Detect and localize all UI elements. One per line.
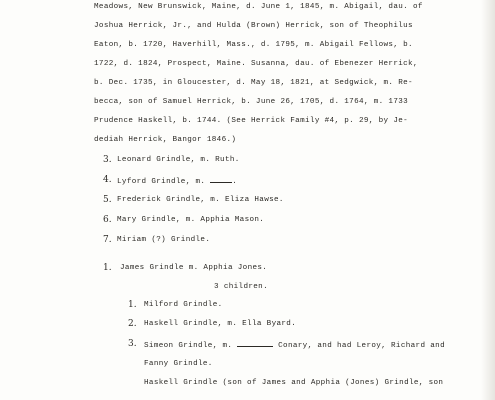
list-item-text: Milford Grindle. xyxy=(144,301,223,309)
continuation-line: Fanny Grindle. xyxy=(144,360,213,368)
list-item-text: Simeon Grindle, m. Conary, and had Leroy, Richard and xyxy=(144,342,445,350)
list-number: 7. xyxy=(103,235,112,245)
paragraph-line: 1722, d. 1824, Prospect, Maine. Susanna, dau. of Ebenezer Herrick, xyxy=(94,60,418,68)
paragraph-line: Eaton, b. 1720, Haverhill, Mass., d. 1795, m. Abigail Fellows, b. xyxy=(94,41,413,49)
paragraph-line: Joshua Herrick, Jr., and Hulda (Brown) Herrick, son of Theophilus xyxy=(94,22,413,30)
list-number: 4. xyxy=(103,175,112,185)
section-number: 1. xyxy=(103,263,112,273)
list-item-text: Lyford Grindle, m. . xyxy=(117,178,238,186)
list-number: 3. xyxy=(128,339,137,349)
list-number: 1. xyxy=(128,300,137,310)
blank-underline xyxy=(210,176,232,183)
paragraph-line: becca, son of Samuel Herrick, b. June 26, 1705, d. 1764, m. 1733 xyxy=(94,98,409,106)
paragraph-line: dediah Herrick, Bangor 1846.) xyxy=(94,136,237,144)
list-number: 5. xyxy=(103,195,112,205)
section-heading: James Grindle m. Apphia Jones. xyxy=(120,264,268,272)
list-number: 6. xyxy=(103,215,112,225)
paragraph-line: Prudence Haskell, b. 1744. (See Herrick Family #4, p. 29, by Je- xyxy=(94,117,409,125)
final-line: Haskell Grindle (son of James and Apphia (Jones) Grindle, son xyxy=(144,379,444,387)
list-item-text: Miriam (?) Grindle. xyxy=(117,236,211,244)
list-item-text: Mary Grindle, m. Apphia Mason. xyxy=(117,216,265,224)
list-number: 3. xyxy=(103,155,112,165)
page-edge-shadow xyxy=(481,0,495,400)
list-item-text: Frederick Grindle, m. Eliza Hawse. xyxy=(117,196,284,204)
children-count: 3 children. xyxy=(214,283,268,291)
paragraph-line: b. Dec. 1735, in Gloucester, d. May 18, 1821, at Sedgwick, m. Re- xyxy=(94,79,413,87)
blank-underline xyxy=(237,340,273,347)
paragraph-line: Meadows, New Brunswick, Maine, d. June 1, 1845, m. Abigail, dau. of xyxy=(94,3,423,11)
list-number: 2. xyxy=(128,319,137,329)
list-item-text: Leonard Grindle, m. Ruth. xyxy=(117,156,240,164)
list-item-text: Haskell Grindle, m. Ella Byard. xyxy=(144,320,297,328)
